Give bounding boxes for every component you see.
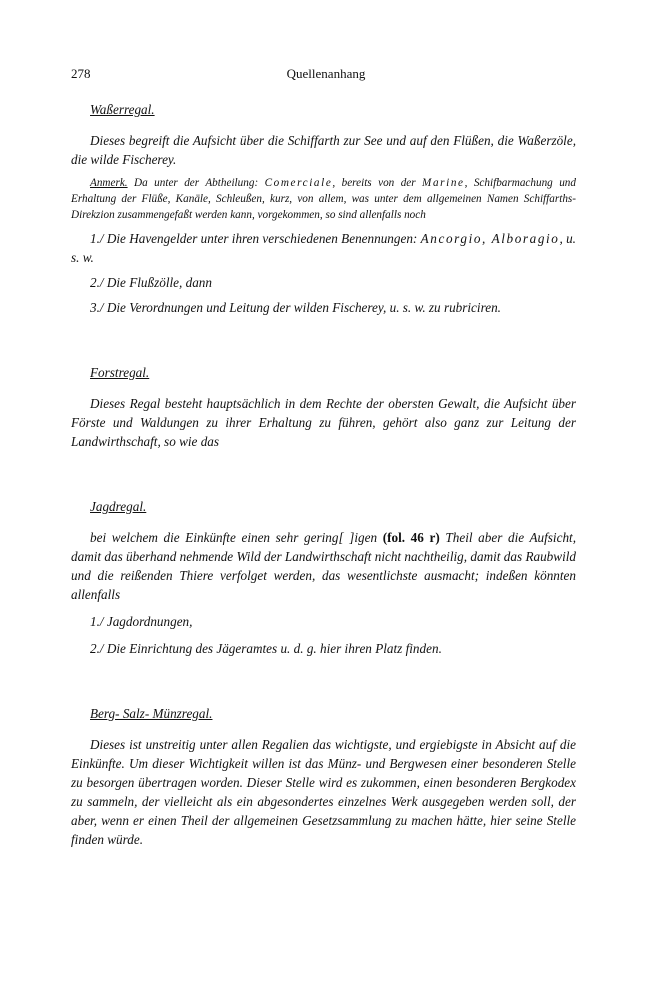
list-item: 2./ Die Einrichtung des Jägeramtes u. d. g. hier ihren Platz finden. [90,641,442,656]
paragraph-jagdregal-intro [71,528,576,604]
list-item: 3./ Die Verordnungen und Leitung der wilden Fischerey, u. s. w. zu rubriciren. [90,300,501,315]
list-item-text: , u. s. w. [71,231,576,265]
list-item [71,229,576,267]
paragraph-wasserregal-intro: Dieses begreift die Aufsicht über die Schiffarth zur See und auf den Flüßen, die Waßerzöle, die wilde Fischerey. [71,133,576,167]
paragraph-text: Theil aber die Aufsicht, damit das überhand nehmende Wild der Landwirthschaft nicht nachtheilig, damit das Raubwild und die reißenden Thiere verfolget werden, das wesentlichste ausmacht; indeßen könnten allenfalls [71,530,577,602]
annotation-label: Anmerk. [90,177,128,189]
annotation-term: Marine [422,177,465,189]
section-heading-jagdregal: Jagdregal. [90,499,147,514]
list-item: 2./ Die Flußzölle, dann [90,275,212,290]
annotation-wasserregal [71,175,576,223]
page-header [71,66,581,86]
list-item-term: Ancorgio, Alboragio [420,231,560,246]
paragraph-forstregal-intro: Dieses Regal besteht hauptsächlich in dem Rechte der obersten Gewalt, die Aufsicht über Förste und Waldungen zu ihrer Erhaltung zu führen, gehört also ganz zur Leitung der Landwirthschaft, so wie das [71,396,576,449]
section-heading-bergregal: Berg- Salz- Münzregal. [90,706,213,721]
annotation-text: Da unter der Abtheilung: [127,177,265,189]
annotation-term: Comerciale [264,177,333,189]
paragraph-bergregal-intro: Dieses ist unstreitig unter allen Regalien das wichtigste, und ergiebigste in Absicht auf die Einkünfte. Um dieser Wichtigkeit willen ist das Münz- und Bergwesen einer besonderen Stelle zu besorgen übertragen worden. Dieser Stelle wird es zukommen, einen besonderen Bergkodex zu sammeln, der vielleicht als ein abgesondertes einzelnes Werk ausgegeben werden soll, der aber, wenn er einen Theil der allgemeinen Gesetzsammlung zu machen hätte, hier seine Stelle finden würde. [71,737,576,847]
folio-reference: (fol. 46 r) [382,530,440,545]
annotation-text: , bereits von der [332,177,423,189]
paragraph-text: bei welchem die Einkünfte einen sehr gering[ ]igen [90,530,383,545]
list-item: 1./ Jagdordnungen, [90,614,193,629]
running-title: Quellenanhang [286,66,366,81]
page-number: 278 [71,66,91,81]
page-body [71,100,576,849]
annotation-text: , Schifbarmachung und Erhaltung der Flüße, Kanäle, Schleußen, kurz, von allem, was unter dem allgemeinen Namen Schiffarths-Direkzion zusammengefaßt werden kann, vorgekommen, so sind allenfalls noch [71,177,576,221]
list-item-text: 1./ Die Havengelder unter ihren verschiedenen Benennungen: [90,231,421,246]
section-heading-wasserregal: Waßerregal. [90,102,155,117]
section-heading-forstregal: Forstregal. [90,365,150,380]
